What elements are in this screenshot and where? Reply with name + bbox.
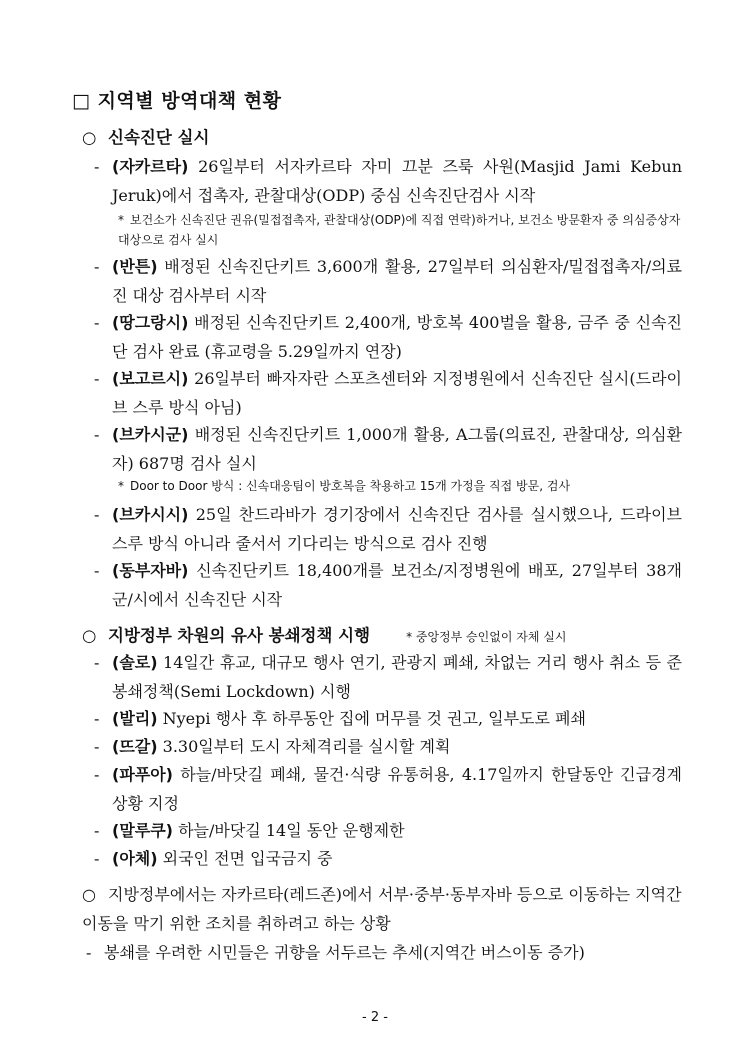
list-item-east-java: - (동부자바) 신속진단키트 18,400개를 보건소/지정병원에 배포, 27일부터 38개 군/시에서 신속진단 시작 xyxy=(94,561,682,609)
item-text: 신속진단키트 18,400개를 보건소/지정병원에 배포, 27일부터 38개 군/시에서 신속진단 시작 xyxy=(112,561,682,609)
note-text: 보건소가 신속진단 권유(밀접접촉자, 관찰대상(ODP)에 직접 연락)하거나, 보건소 방문환자 중 의심증상자 대상으로 검사 실시 xyxy=(118,213,681,247)
section-paragraph-inter-regional xyxy=(82,880,682,938)
region-label: (자카르타) xyxy=(112,157,189,176)
list-item-bus-travel: - 봉쇄를 우려한 시민들은 귀향을 서두르는 추세(지역간 버스이동 증가) xyxy=(86,943,585,962)
circle-bullet-icon: ○ xyxy=(82,128,97,147)
region-label: (땅그랑시) xyxy=(112,313,189,332)
list-item-tangerang: - (땅그랑시) 배정된 신속진단키트 2,400개, 방호복 400벌을 활용, 금주 중 신속진단 검사 완료 (휴교령을 5.29일까지 연장) xyxy=(94,313,682,361)
region-label: (발리) xyxy=(112,709,158,728)
note-text: Door to Door 방식 : 신속대응팀이 방호복을 착용하고 15개 가정을 직접 방문, 검사 xyxy=(130,479,571,493)
section-title-text: 신속진단 실시 xyxy=(108,128,210,147)
page-heading: □ 지역별 방역대책 현황 xyxy=(72,90,282,112)
paragraph-text: 지방정부에서는 자카르타(레드존)에서 서부·중부·동부자바 등으로 이동하는 지역간 이동을 막기 위한 조치를 취하려고 하는 상황 xyxy=(82,885,682,933)
item-text: Nyepi 행사 후 하루동안 집에 머무를 것 권고, 일부도로 폐쇄 xyxy=(157,709,586,728)
region-label: (동부자바) xyxy=(112,561,189,580)
list-item-banten: - (반튼) 배정된 신속진단키트 3,600개 활용, 27일부터 의심환자/밀접접촉자/의료진 대상 검사부터 시작 xyxy=(94,257,682,305)
region-label: (브카시시) xyxy=(112,505,189,524)
item-text: 배정된 신속진단키트 2,400개, 방호복 400벌을 활용, 금주 중 신속진단 검사 완료 (휴교령을 5.29일까지 연장) xyxy=(112,313,682,361)
note-door-to-door: * Door to Door 방식 : 신속대응팀이 방호복을 착용하고 15개 가정을 직접 방문, 검사 xyxy=(118,479,571,493)
section-title-text: 지방정부 차원의 유사 봉쇄정책 시행 xyxy=(108,626,371,645)
region-label: (솔로) xyxy=(112,653,158,672)
region-label: (브카시군) xyxy=(112,425,189,444)
list-item-bali: - (발리) Nyepi 행사 후 하루동안 집에 머무를 것 권고, 일부도로 폐쇄 xyxy=(94,709,586,728)
list-item-jakarta: - (자카르타) 26일부터 서자카르타 자미 끄분 즈룩 사원(Masjid Jami Kebun Jeruk)에서 접촉자, 관찰대상(ODP) 중심 신속진단검사 시작 xyxy=(94,157,682,205)
note-health-center: * 보건소가 신속진단 권유(밀접접촉자, 관찰대상(ODP)에 직접 연락)하거나, 보건소 방문환자 중 의심증상자 대상으로 검사 실시 xyxy=(118,213,681,247)
circle-bullet-icon: ○ xyxy=(82,626,97,645)
section-title-rapid-test xyxy=(82,124,209,152)
list-item-aceh: - (아체) 외국인 전면 입국금지 중 xyxy=(94,849,333,868)
region-label: (반튼) xyxy=(112,257,158,276)
list-item-papua: - (파푸아) 하늘/바닷길 폐쇄, 물건·식량 유통허용, 4.17일까지 한달동안 긴급경계상황 지정 xyxy=(94,765,682,813)
item-text: 외국인 전면 입국금지 중 xyxy=(157,849,333,868)
list-item-bogor: - (보고르시) 26일부터 빠자자란 스포츠센터와 지정병원에서 신속진단 실시(드라이브 스루 방식 아님) xyxy=(94,369,682,417)
item-text: 하늘/바닷길 14일 동안 운행제한 xyxy=(173,821,405,840)
section-note: * 중앙정부 승인없이 자체 실시 xyxy=(406,630,567,644)
page-number: - 2 - xyxy=(362,1010,388,1025)
item-text: 3.30일부터 도시 자체격리를 실시할 계획 xyxy=(157,737,451,756)
region-label: (아체) xyxy=(112,849,158,868)
list-item-solo: - (솔로) 14일간 휴교, 대규모 행사 연기, 관광지 폐쇄, 차없는 거리 행사 취소 등 준 봉쇄정책(Semi Lockdown) 시행 xyxy=(94,653,682,701)
region-label: (파푸아) xyxy=(112,765,173,784)
item-text: 26일부터 빠자자란 스포츠센터와 지정병원에서 신속진단 실시(드라이브 스루 방식 아님) xyxy=(112,369,682,417)
item-text: 14일간 휴교, 대규모 행사 연기, 관광지 폐쇄, 차없는 거리 행사 취소 등 준 봉쇄정책(Semi Lockdown) 시행 xyxy=(112,653,682,701)
item-text: 봉쇄를 우려한 시민들은 귀향을 서두르는 추세(지역간 버스이동 증가) xyxy=(104,943,585,962)
list-item-tegal: - (뜨갈) 3.30일부터 도시 자체격리를 실시할 계획 xyxy=(94,737,451,756)
list-item-bekasi-city: - (브카시시) 25일 찬드라바가 경기장에서 신속진단 검사를 실시했으나, 드라이브스루 방식 아니라 줄서서 기다리는 방식으로 검사 진행 xyxy=(94,505,682,553)
list-item-bekasi-regency: - (브카시군) 배정된 신속진단키트 1,000개 활용, A그룹(의료진, 관찰대상, 의심환자) 687명 검사 실시 xyxy=(94,425,682,473)
item-text: 하늘/바닷길 폐쇄, 물건·식량 유통허용, 4.17일까지 한달동안 긴급경계상황 지정 xyxy=(112,765,682,813)
item-text: 배정된 신속진단키트 1,000개 활용, A그룹(의료진, 관찰대상, 의심환자) 687명 검사 실시 xyxy=(112,425,682,473)
list-item-maluku: - (말루쿠) 하늘/바닷길 14일 동안 운행제한 xyxy=(94,821,405,840)
item-text: 26일부터 서자카르타 자미 끄분 즈룩 사원(Masjid Jami Kebun Jeruk)에서 접촉자, 관찰대상(ODP) 중심 신속진단검사 시작 xyxy=(112,157,682,205)
item-text: 25일 찬드라바가 경기장에서 신속진단 검사를 실시했으나, 드라이브스루 방식 아니라 줄서서 기다리는 방식으로 검사 진행 xyxy=(112,505,682,553)
region-label: (말루쿠) xyxy=(112,821,173,840)
item-text: 배정된 신속진단키트 3,600개 활용, 27일부터 의심환자/밀접접촉자/의료진 대상 검사부터 시작 xyxy=(112,257,682,305)
circle-bullet-icon: ○ xyxy=(82,885,96,904)
section-title-lockdown xyxy=(82,622,566,651)
region-label: (보고르시) xyxy=(112,369,189,388)
region-label: (뜨갈) xyxy=(112,737,158,756)
